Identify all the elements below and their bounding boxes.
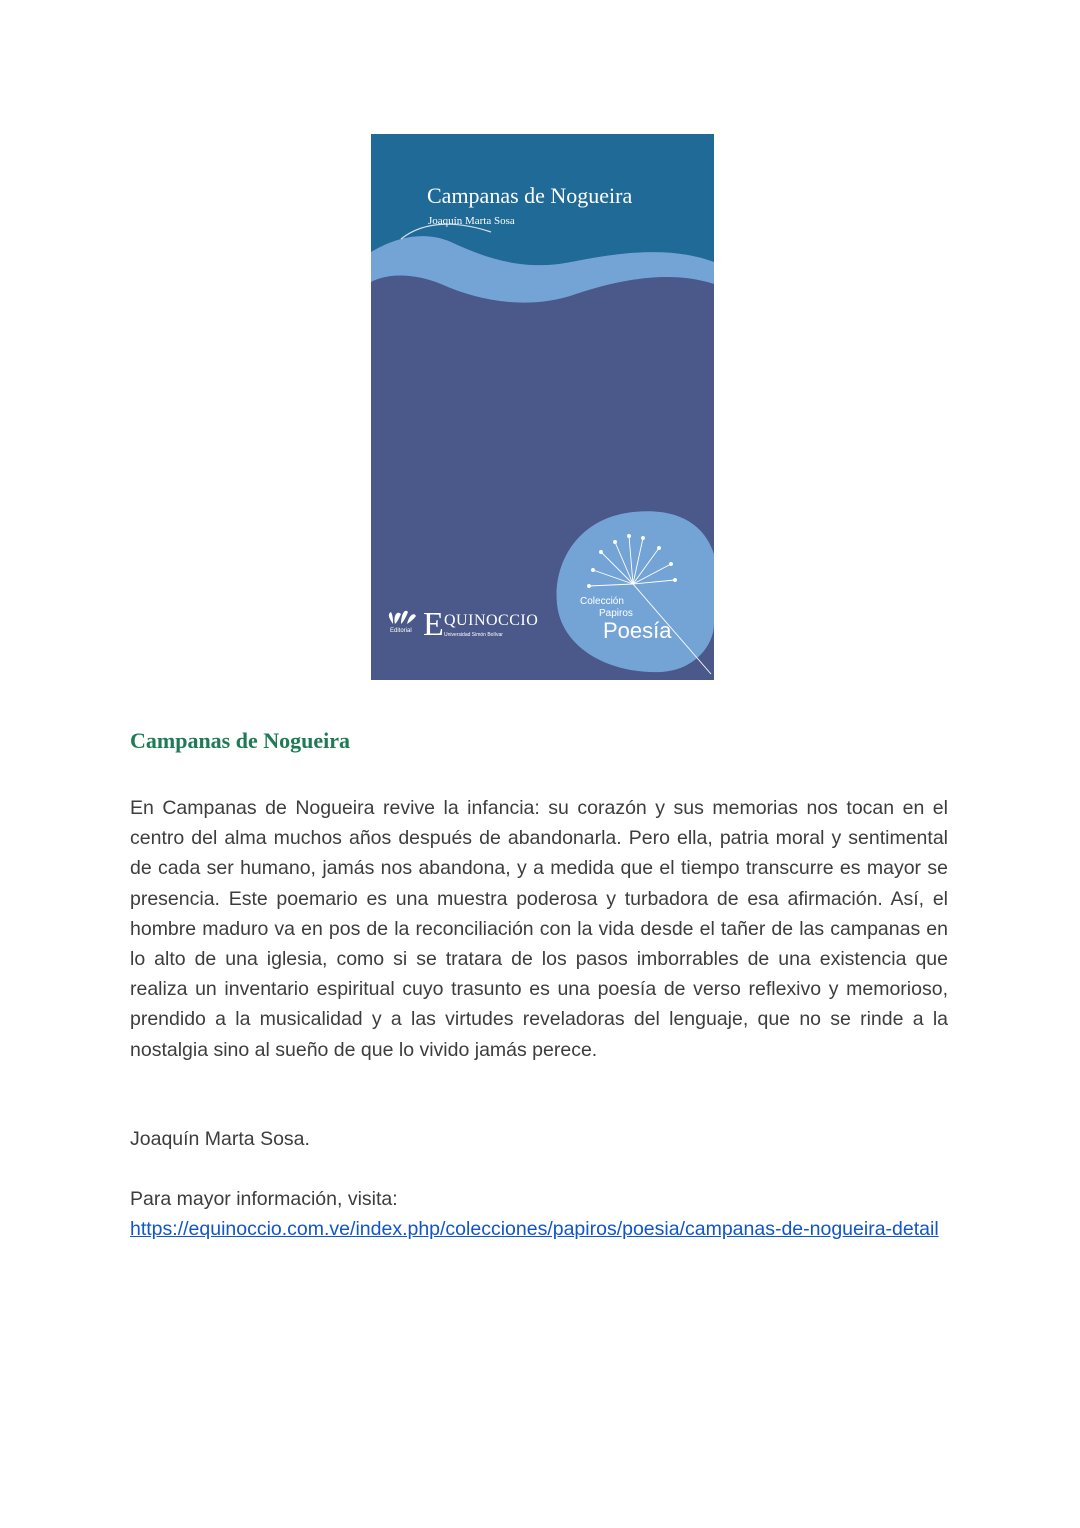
book-title: Campanas de Nogueira (130, 728, 351, 753)
more-info-section (130, 1184, 950, 1244)
author-signature: Joaquín Marta Sosa. (130, 1128, 310, 1150)
cover-title: Campanas de Nogueira (427, 183, 633, 208)
publisher-name: QUINOCCIO (444, 612, 539, 629)
collection-label: Colección (580, 596, 624, 607)
book-description: En Campanas de Nogueira revive la infancia: su corazón y sus memorias nos tocan en el centro del alma muchos años después de abandonarla. Pero ella, patria moral y sentimental de cada ser humano, jamás nos abandona, y a medida que el tiempo transcurre es mayor se presencia. Este poemario es una muestra poderosa y turbadora de esa afirmación. Así, el hombre maduro va en pos de la reconciliación con la vida desde el tañer de las campanas en lo alto de una iglesia, como si se tratara de los pasos imborrables de una existencia que realiza un inventario espiritual cuyo trasunto es una poesía de verso reflexivo y memorioso, prendido a la musicalidad y a las virtudes reveladoras del lenguaje, que no se rinde a la nostalgia sino al sueño de que lo vivido jamás perece. (130, 797, 948, 1061)
publisher-logo (389, 606, 539, 642)
collection-name: Papiros (599, 608, 633, 619)
collection-genre: Poesía (603, 618, 672, 643)
publisher-editorial-label: Editorial (390, 628, 412, 634)
more-info-label: Para mayor información, visita: (130, 1188, 398, 1210)
publisher-tagline: Universidad Simón Bolívar (444, 632, 503, 638)
cover-artwork (371, 134, 714, 680)
publisher-initial: E (423, 606, 444, 643)
book-detail-link[interactable]: https://equinoccio.com.ve/index.php/colecciones/papiros/poesia/campanas-de-nogueira-detail (130, 1218, 939, 1241)
book-cover (371, 134, 714, 680)
cover-author: Joaquín Marta Sosa (428, 215, 515, 227)
